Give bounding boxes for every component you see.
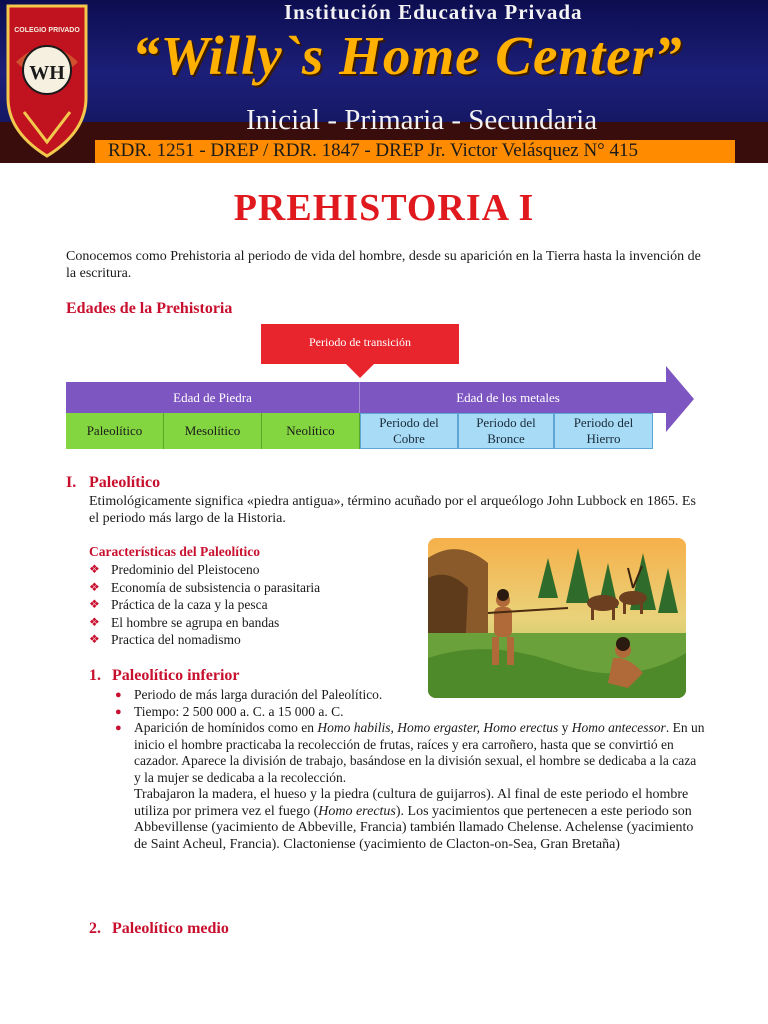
section-1-title: Paleolítico [89,474,161,491]
list-item: ❖ Economía de subsistencia o parasitaria [89,579,321,595]
dot-bullet-icon: ● [115,705,122,718]
metal-age-label: Edad de los metales [456,390,560,405]
subsection-2-title: Paleolítico medio [112,920,229,937]
list-item: ❖ El hombre se agrupa en bandas [89,614,280,630]
banner-school-name: “Willy`s Home Center” [132,25,683,86]
section-1-text: Etimológicamente significa «piedra antigua», término acuñado por el arqueólogo John Lubbock en 1865. Es el periodo más largo de la Historia. [89,494,696,526]
diamond-bullet-icon: ❖ [89,614,100,629]
banner-levels: Inicial - Primaria - Secundaria [246,104,598,136]
subsection-1-title: Paleolítico inferior [112,667,240,684]
crest-monogram: WH [29,62,65,84]
period-neolitico: Neolítico [262,413,360,449]
period-hierro: Periodo del Hierro [554,413,653,449]
list-item: ● Aparición de homínidos como en Homo habilis, Homo ergaster, Homo erectus y Homo antecessor. En un inicio el hombre practicaba la recolección de frutas, raíces y era carroñero, hasta que se convirtió en cazador. Aparece la división de trabajo, basándose en la división sexual, el hombre se dedicaba a la caza y la mujer se dedicaba a la recolección. [115,720,705,785]
diamond-bullet-icon: ❖ [89,562,100,576]
period-paleolitico: Paleolítico [66,413,164,449]
list-item: ❖ Práctica de la caza y la pesca [89,597,268,612]
features-list [89,561,419,649]
diamond-bullet-icon: ❖ [89,597,100,611]
features-heading: Características del Paleolítico [89,544,260,559]
banner-institution: Institución Educativa Privada [284,0,583,24]
inferior-paragraph: Trabajaron la madera, el hueso y la piedra (cultura de guijarros). Al final de este periodo el hombre utiliza por primera vez el fuego (Homo erectus). Los yacimientos que pertenecen a este periodo son Abbevillense (yacimiento de Abbeville, Francia) también llamado Chelense. Achelense (yacimiento de Saint Acheul, Francia). Clactoniense (yacimiento de Clacton-on-Sea, Gran Bretaña) [134,787,694,852]
hunters-illustration [428,538,686,698]
banner-registry: RDR. 1251 - DREP / RDR. 1847 - DREP Jr. Victor Velásquez N° 415 [108,140,639,161]
dot-bullet-icon: ● [115,689,122,701]
section-1-number: I. [66,474,77,491]
list-item: ❖ Practica del nomadismo [89,632,241,647]
stone-age-label: Edad de Piedra [173,390,252,405]
subsection-1-number: 1. [89,667,101,684]
period-mesolitico: Mesolítico [164,413,262,449]
transition-box: Periodo de transición [261,324,459,364]
period-cobre: Periodo del Cobre [360,413,458,449]
page-title: PREHISTORIA I [233,187,535,229]
dot-bullet-icon: ● [115,722,122,734]
ages-arrow-head [666,366,694,432]
diamond-bullet-icon: ❖ [89,579,100,594]
inferior-list [112,687,706,786]
header-banner [0,0,768,163]
subsection-2-number: 2. [89,920,101,937]
list-item: ● Periodo de más larga duración del Paleolítico. [115,687,383,702]
crest-text: COLEGIO PRIVADO [14,27,80,34]
intro-paragraph: Conocemos como Prehistoria al periodo de vida del hombre, desde su aparición en la Tierra hasta la invención de la escritura. [66,249,701,281]
diamond-bullet-icon: ❖ [89,632,100,646]
list-item: ● Tiempo: 2 500 000 a. C. a 15 000 a. C. [115,703,344,719]
school-crest-icon [4,2,90,160]
edades-heading: Edades de la Prehistoria [66,300,233,317]
period-bronce: Periodo del Bronce [458,413,554,449]
list-item: ❖ Predominio del Pleistoceno [89,562,260,577]
transition-pointer [346,364,374,378]
